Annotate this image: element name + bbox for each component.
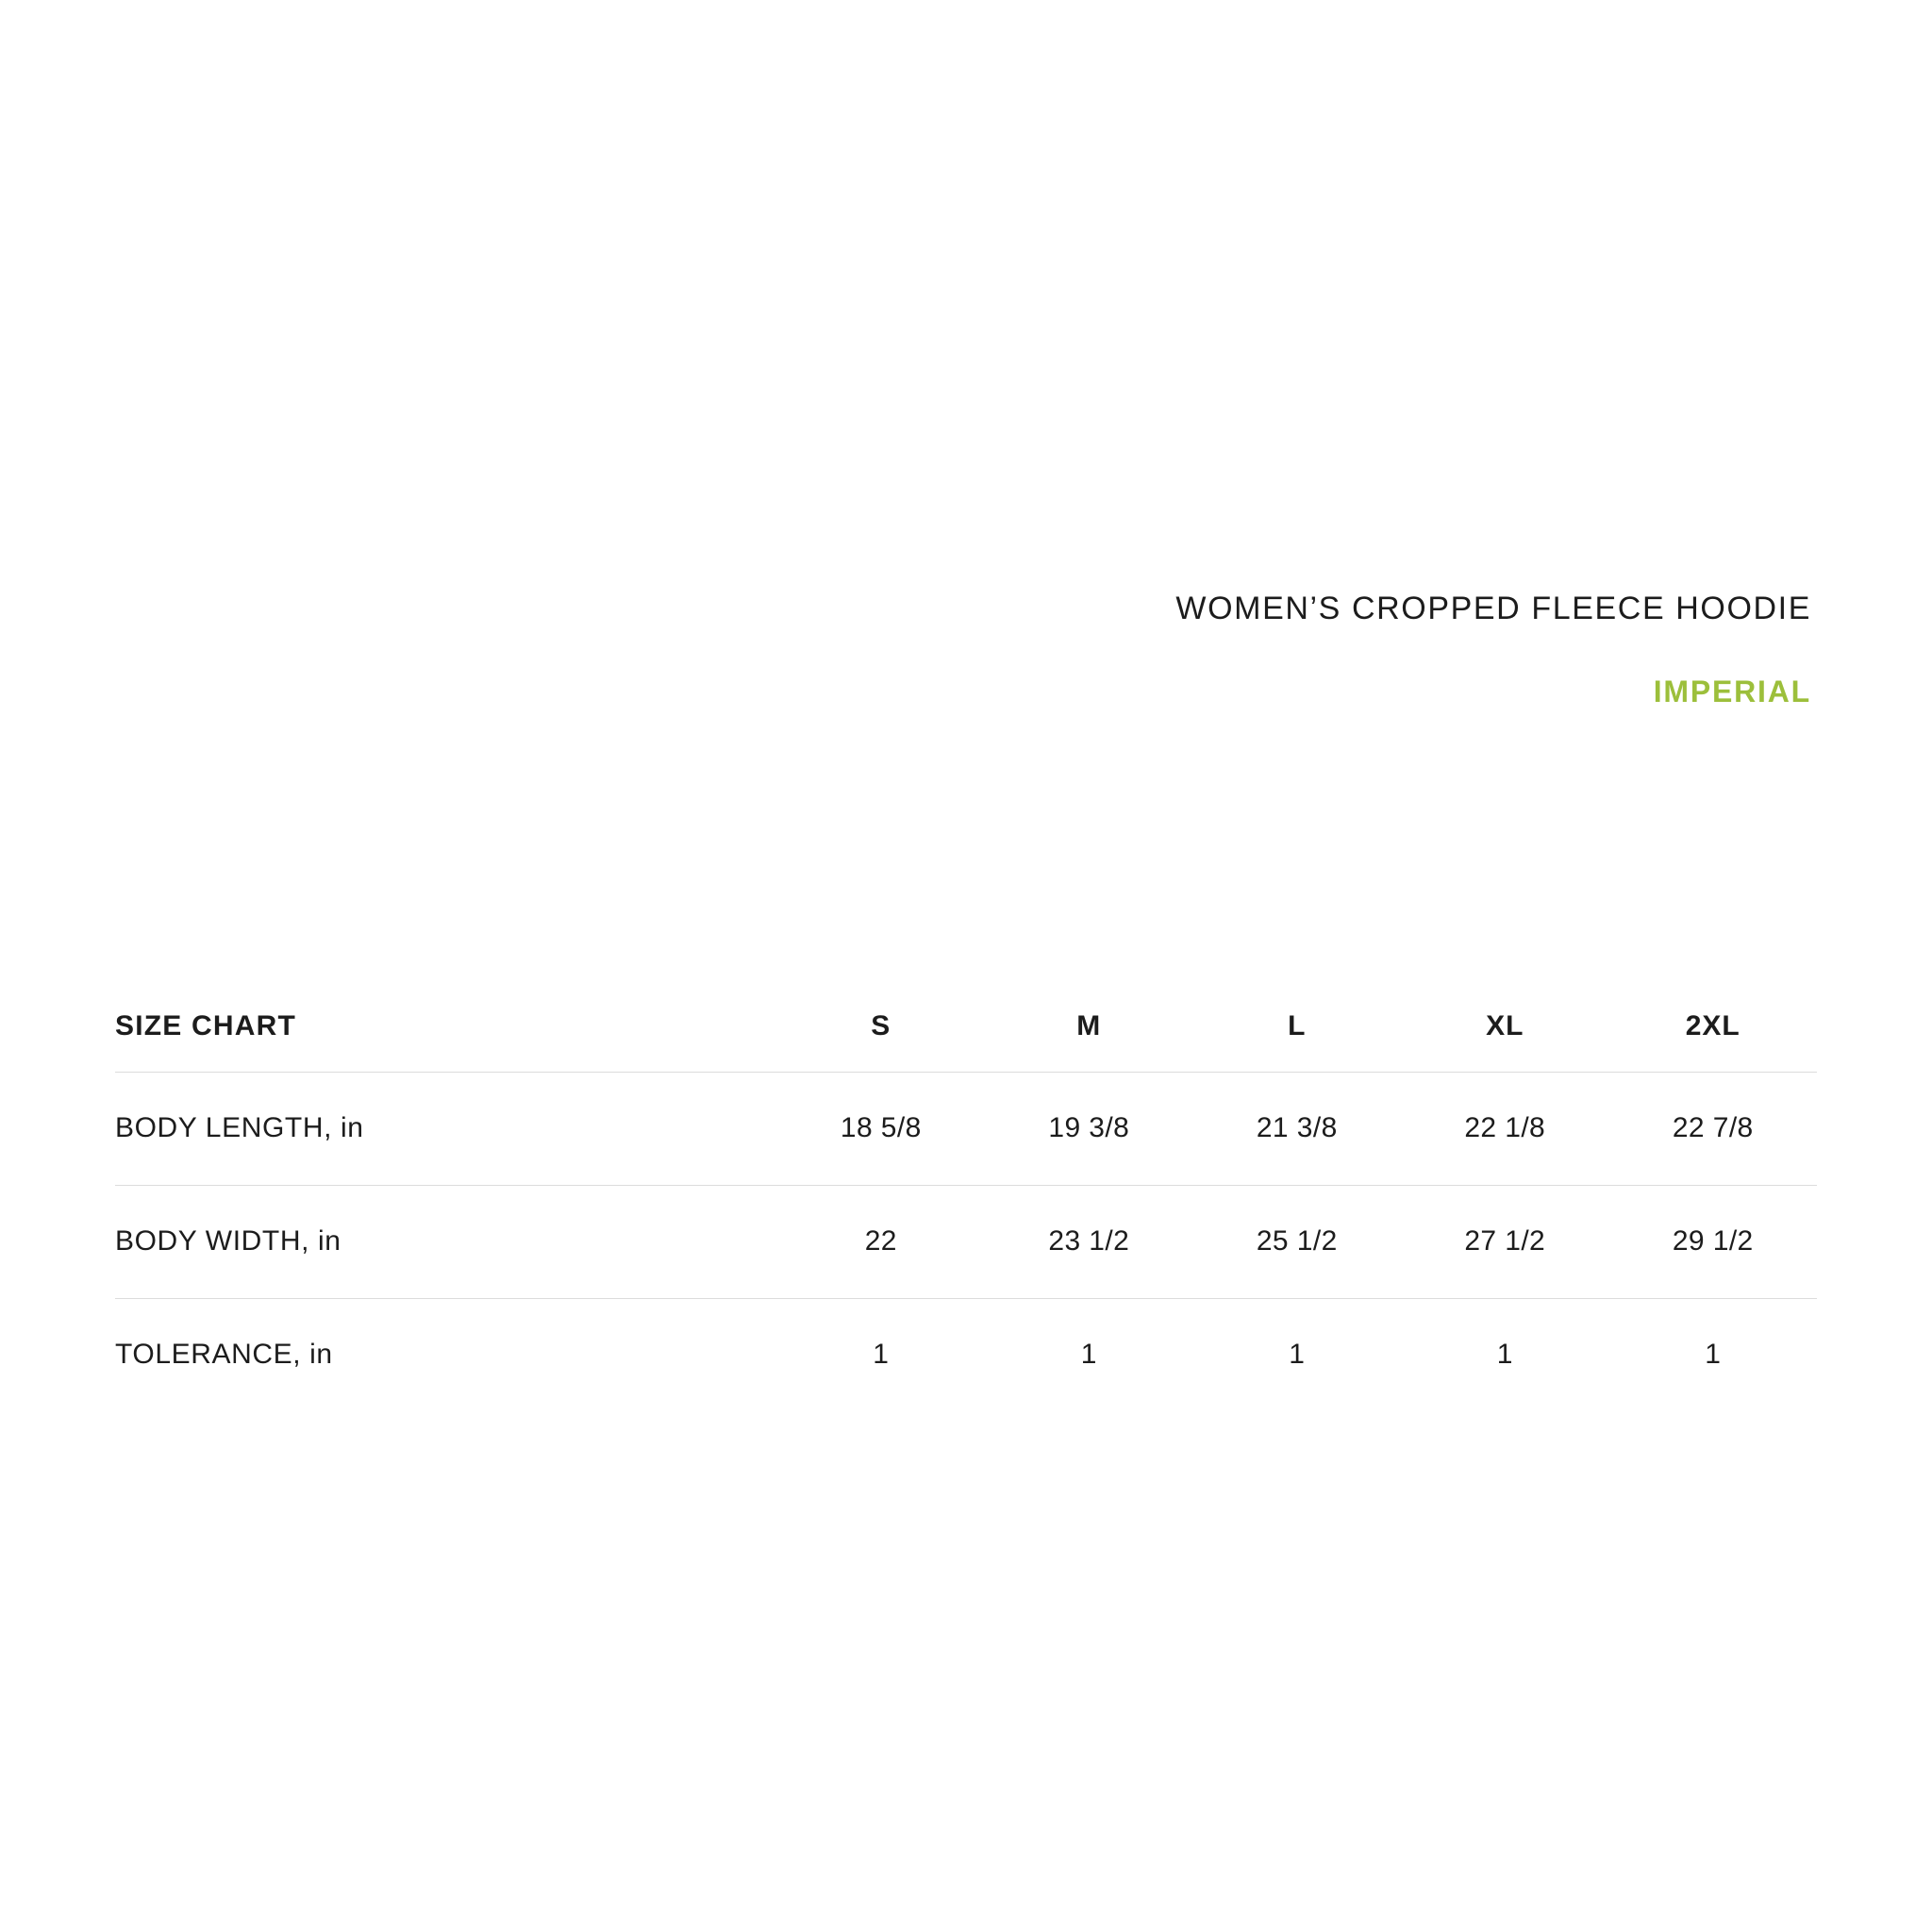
column-header-2xl: 2XL — [1685, 1009, 1740, 1041]
cell-body-width-m: 23 1/2 — [1048, 1225, 1130, 1257]
cell-body-length-2xl: 22 7/8 — [1672, 1112, 1754, 1143]
row-label-body-width: BODY WIDTH, in — [115, 1225, 341, 1257]
column-header-s: S — [871, 1009, 891, 1041]
size-chart-header-row-group — [115, 981, 1817, 1072]
row-label-body-length: BODY LENGTH, in — [115, 1112, 364, 1143]
size-chart-table — [115, 981, 1817, 1411]
cell-tolerance-xl: 1 — [1496, 1339, 1513, 1371]
cell-body-length-l: 21 3/8 — [1256, 1112, 1338, 1143]
cell-body-width-l: 25 1/2 — [1256, 1225, 1338, 1257]
size-chart-title: SIZE CHART — [115, 1009, 296, 1041]
size-chart-body — [115, 1072, 1817, 1411]
column-header-l: L — [1288, 1009, 1307, 1041]
cell-body-width-2xl: 29 1/2 — [1672, 1225, 1754, 1257]
cell-body-length-m: 19 3/8 — [1048, 1112, 1130, 1143]
header — [1175, 590, 1811, 709]
column-header-xl: XL — [1486, 1009, 1524, 1041]
cell-tolerance-l: 1 — [1289, 1339, 1306, 1371]
cell-body-width-xl: 27 1/2 — [1464, 1225, 1546, 1257]
page-title: WOMEN’S CROPPED FLEECE HOODIE — [1175, 591, 1811, 626]
cell-tolerance-s: 1 — [873, 1339, 890, 1371]
column-header-m: M — [1076, 1009, 1102, 1041]
row-label-tolerance: TOLERANCE, in — [115, 1339, 333, 1371]
table-row — [115, 1185, 1817, 1298]
table-header-row — [115, 981, 1817, 1072]
cell-tolerance-2xl: 1 — [1705, 1339, 1722, 1371]
table-row — [115, 1072, 1817, 1185]
table-row — [115, 1298, 1817, 1411]
cell-body-length-xl: 22 1/8 — [1464, 1112, 1546, 1143]
cell-tolerance-m: 1 — [1080, 1339, 1097, 1371]
cell-body-width-s: 22 — [864, 1225, 897, 1257]
unit-system-label: IMPERIAL — [1653, 674, 1811, 708]
size-chart-container — [115, 981, 1817, 1411]
cell-body-length-s: 18 5/8 — [840, 1112, 922, 1143]
